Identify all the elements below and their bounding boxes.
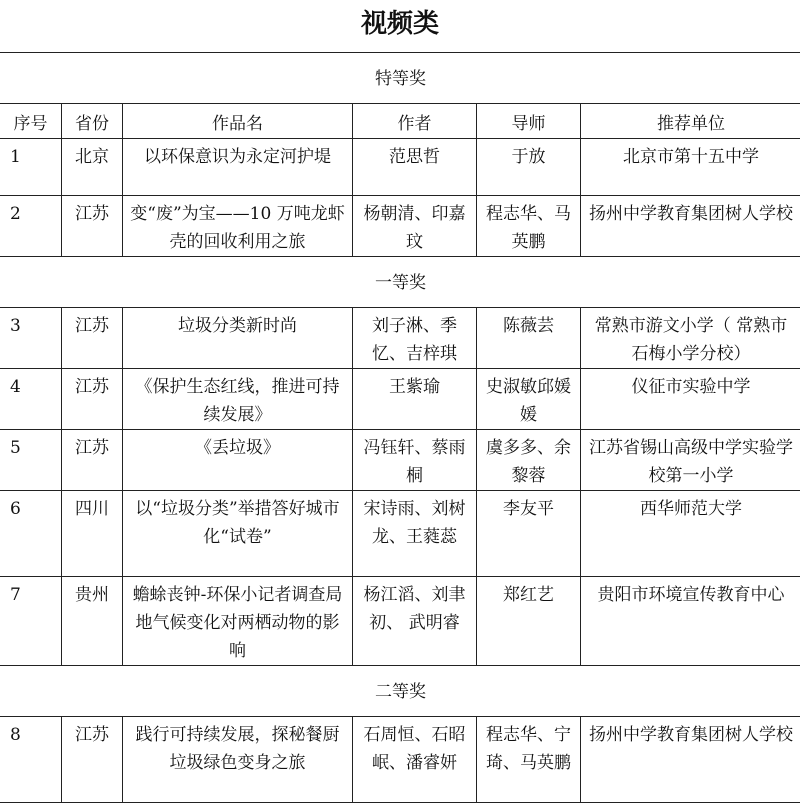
cell-province: 江苏	[62, 308, 123, 369]
cell-work: 变“废”为宝——10 万吨龙虾壳的回收利用之旅	[123, 196, 353, 257]
cell-mentor: 程志华、马英鹏	[477, 196, 581, 257]
cell-mentor: 李友平	[477, 491, 581, 577]
cell-unit: 常熟市游文小学（ 常熟市石梅小学分校）	[581, 308, 800, 369]
cell-no: 7	[0, 577, 62, 666]
cell-work: 以环保意识为永定河护堤	[123, 139, 353, 196]
awards-table	[0, 52, 800, 803]
cell-province: 贵州	[62, 577, 123, 666]
table-row	[0, 369, 800, 430]
cell-unit: 扬州中学教育集团树人学校	[581, 196, 800, 257]
cell-province: 江苏	[62, 430, 123, 491]
cell-unit: 仪征市实验中学	[581, 369, 800, 430]
cell-author: 刘子淋、季忆、吉梓琪	[353, 308, 477, 369]
cell-province: 北京	[62, 139, 123, 196]
cell-unit: 北京市第十五中学	[581, 139, 800, 196]
section-title: 二等奖	[0, 666, 800, 717]
cell-work: 《丢垃圾》	[123, 430, 353, 491]
table-row	[0, 717, 800, 803]
cell-unit: 西华师范大学	[581, 491, 800, 577]
cell-mentor: 程志华、宁琦、马英鹏	[477, 717, 581, 803]
section-row	[0, 666, 800, 717]
section-row	[0, 257, 800, 308]
table-row	[0, 430, 800, 491]
cell-unit: 江苏省锡山高级中学实验学校第一小学	[581, 430, 800, 491]
column-header: 作者	[353, 104, 477, 139]
cell-work: 垃圾分类新时尚	[123, 308, 353, 369]
table-row	[0, 577, 800, 666]
cell-author: 杨朝清、印嘉玟	[353, 196, 477, 257]
cell-no: 1	[0, 139, 62, 196]
cell-mentor: 于放	[477, 139, 581, 196]
table-row	[0, 139, 800, 196]
cell-author: 范思哲	[353, 139, 477, 196]
cell-author: 冯钰轩、蔡雨桐	[353, 430, 477, 491]
page-title: 视频类	[360, 9, 439, 39]
cell-work: 践行可持续发展，探秘餐厨垃圾绿色变身之旅	[123, 717, 353, 803]
cell-no: 4	[0, 369, 62, 430]
cell-no: 5	[0, 430, 62, 491]
cell-unit: 贵阳市环境宣传教育中心	[581, 577, 800, 666]
cell-work: 《保护生态红线，推进可持续发展》	[123, 369, 353, 430]
cell-author: 杨江滔、刘聿初、 武明睿	[353, 577, 477, 666]
cell-mentor: 虞多多、余黎蓉	[477, 430, 581, 491]
cell-mentor: 陈薇芸	[477, 308, 581, 369]
column-header: 作品名	[123, 104, 353, 139]
table-row	[0, 196, 800, 257]
column-header: 序号	[0, 104, 62, 139]
cell-work: 蟾蜍丧钟-环保小记者调查局地气候变化对两栖动物的影响	[123, 577, 353, 666]
cell-no: 3	[0, 308, 62, 369]
header-row	[0, 104, 800, 139]
section-row	[0, 53, 800, 104]
table-row	[0, 491, 800, 577]
cell-mentor: 史淑敏邱媛媛	[477, 369, 581, 430]
cell-no: 6	[0, 491, 62, 577]
column-header: 导师	[477, 104, 581, 139]
cell-author: 王紫瑜	[353, 369, 477, 430]
section-title: 特等奖	[0, 53, 800, 104]
cell-no: 2	[0, 196, 62, 257]
cell-unit: 扬州中学教育集团树人学校	[581, 717, 800, 803]
cell-author: 石周恒、石昭岷、潘睿妍	[353, 717, 477, 803]
cell-province: 四川	[62, 491, 123, 577]
column-header: 推荐单位	[581, 104, 800, 139]
cell-author: 宋诗雨、刘树龙、王蕤蕊	[353, 491, 477, 577]
section-title: 一等奖	[0, 257, 800, 308]
column-header: 省份	[62, 104, 123, 139]
cell-province: 江苏	[62, 717, 123, 803]
table-row	[0, 308, 800, 369]
cell-mentor: 郑红艺	[477, 577, 581, 666]
cell-work: 以“垃圾分类”举措答好城市化“试卷”	[123, 491, 353, 577]
cell-province: 江苏	[62, 196, 123, 257]
cell-no: 8	[0, 717, 62, 803]
cell-province: 江苏	[62, 369, 123, 430]
